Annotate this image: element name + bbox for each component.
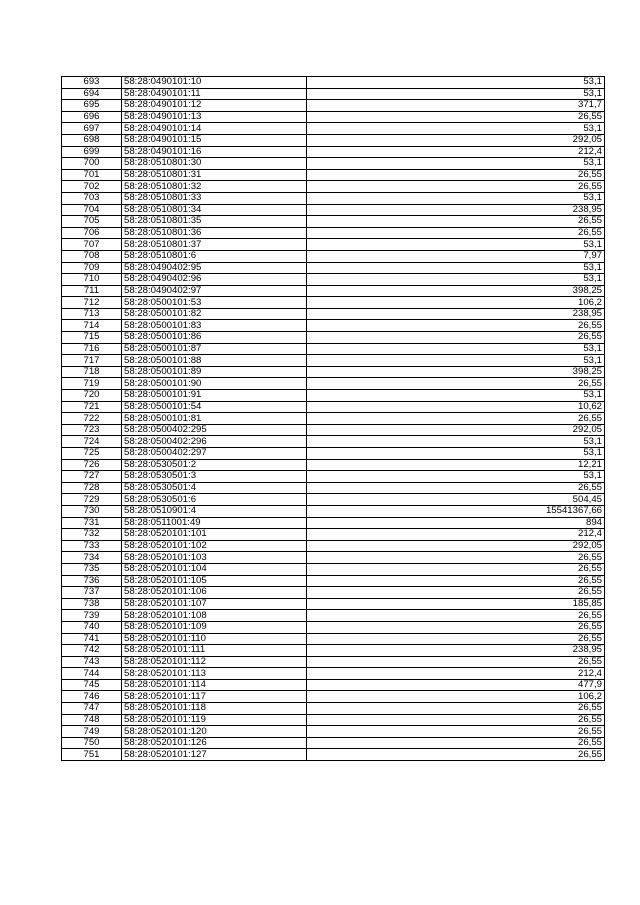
cadastral-number-cell: 58:28:0510801:6 bbox=[122, 250, 307, 262]
value-cell: 26,55 bbox=[307, 181, 605, 193]
row-number-cell: 730 bbox=[62, 505, 122, 517]
table-row bbox=[62, 459, 605, 471]
value-cell: 292,05 bbox=[307, 134, 605, 146]
table-row bbox=[62, 668, 605, 680]
table-row bbox=[62, 123, 605, 135]
row-number-cell: 695 bbox=[62, 100, 122, 112]
cadastral-number-cell: 58:28:0520101:126 bbox=[122, 737, 307, 749]
table-row bbox=[62, 134, 605, 146]
table-row bbox=[62, 552, 605, 564]
value-cell: 26,55 bbox=[307, 563, 605, 575]
value-cell: 371,7 bbox=[307, 100, 605, 112]
value-cell: 106,2 bbox=[307, 691, 605, 703]
cadastral-number-cell: 58:28:0500101:86 bbox=[122, 332, 307, 344]
cadastral-number-cell: 58:28:0500402:296 bbox=[122, 436, 307, 448]
row-number-cell: 708 bbox=[62, 250, 122, 262]
cadastral-number-cell: 58:28:0500101:82 bbox=[122, 308, 307, 320]
row-number-cell: 709 bbox=[62, 262, 122, 274]
table-row bbox=[62, 424, 605, 436]
row-number-cell: 720 bbox=[62, 390, 122, 402]
row-number-cell: 748 bbox=[62, 714, 122, 726]
cadastral-number-cell: 58:28:0520101:109 bbox=[122, 621, 307, 633]
cadastral-number-cell: 58:28:0490101:16 bbox=[122, 146, 307, 158]
value-cell: 26,55 bbox=[307, 169, 605, 181]
table-row bbox=[62, 285, 605, 297]
row-number-cell: 698 bbox=[62, 134, 122, 146]
table-row bbox=[62, 691, 605, 703]
table-row bbox=[62, 726, 605, 738]
cadastral-number-cell: 58:28:0490402:96 bbox=[122, 274, 307, 286]
row-number-cell: 696 bbox=[62, 111, 122, 123]
value-cell: 26,55 bbox=[307, 726, 605, 738]
table-row bbox=[62, 413, 605, 425]
cadastral-number-cell: 58:28:0530501:4 bbox=[122, 482, 307, 494]
value-cell: 12,21 bbox=[307, 459, 605, 471]
value-cell: 238,95 bbox=[307, 204, 605, 216]
table-row bbox=[62, 471, 605, 483]
table-row bbox=[62, 529, 605, 541]
row-number-cell: 751 bbox=[62, 749, 122, 761]
value-cell: 477,9 bbox=[307, 679, 605, 691]
row-number-cell: 719 bbox=[62, 378, 122, 390]
row-number-cell: 694 bbox=[62, 88, 122, 100]
cadastral-number-cell: 58:28:0500101:88 bbox=[122, 355, 307, 367]
row-number-cell: 707 bbox=[62, 239, 122, 251]
value-cell: 10,62 bbox=[307, 401, 605, 413]
row-number-cell: 742 bbox=[62, 645, 122, 657]
value-cell: 504,45 bbox=[307, 494, 605, 506]
table-row bbox=[62, 540, 605, 552]
cadastral-number-cell: 58:28:0500402:295 bbox=[122, 424, 307, 436]
value-cell: 53,1 bbox=[307, 77, 605, 89]
row-number-cell: 747 bbox=[62, 703, 122, 715]
value-cell: 212,4 bbox=[307, 668, 605, 680]
row-number-cell: 725 bbox=[62, 448, 122, 460]
cadastral-number-cell: 58:28:0500101:87 bbox=[122, 343, 307, 355]
cadastral-number-cell: 58:28:0520101:119 bbox=[122, 714, 307, 726]
value-cell: 26,55 bbox=[307, 610, 605, 622]
table-row bbox=[62, 320, 605, 332]
cadastral-number-cell: 58:28:0520101:103 bbox=[122, 552, 307, 564]
value-cell: 26,55 bbox=[307, 227, 605, 239]
value-cell: 53,1 bbox=[307, 88, 605, 100]
value-cell: 106,2 bbox=[307, 297, 605, 309]
value-cell: 53,1 bbox=[307, 123, 605, 135]
row-number-cell: 722 bbox=[62, 413, 122, 425]
value-cell: 26,55 bbox=[307, 621, 605, 633]
table-row bbox=[62, 749, 605, 761]
table-row bbox=[62, 633, 605, 645]
value-cell: 53,1 bbox=[307, 343, 605, 355]
value-cell: 26,55 bbox=[307, 714, 605, 726]
cadastral-number-cell: 58:28:0520101:104 bbox=[122, 563, 307, 575]
table-row bbox=[62, 181, 605, 193]
cadastral-number-cell: 58:28:0500101:91 bbox=[122, 390, 307, 402]
cadastral-number-cell: 58:28:0510901:4 bbox=[122, 505, 307, 517]
value-cell: 26,55 bbox=[307, 552, 605, 564]
value-cell: 53,1 bbox=[307, 355, 605, 367]
value-cell: 26,55 bbox=[307, 378, 605, 390]
value-cell: 53,1 bbox=[307, 239, 605, 251]
cadastral-number-cell: 58:28:0520101:107 bbox=[122, 598, 307, 610]
row-number-cell: 710 bbox=[62, 274, 122, 286]
row-number-cell: 706 bbox=[62, 227, 122, 239]
table-row bbox=[62, 250, 605, 262]
cadastral-number-cell: 58:28:0490101:13 bbox=[122, 111, 307, 123]
row-number-cell: 712 bbox=[62, 297, 122, 309]
cadastral-number-cell: 58:28:0500101:83 bbox=[122, 320, 307, 332]
cadastral-number-cell: 58:28:0520101:120 bbox=[122, 726, 307, 738]
cadastral-number-cell: 58:28:0520101:117 bbox=[122, 691, 307, 703]
cadastral-number-cell: 58:28:0510801:32 bbox=[122, 181, 307, 193]
table-body bbox=[62, 77, 605, 761]
table-row bbox=[62, 448, 605, 460]
row-number-cell: 732 bbox=[62, 529, 122, 541]
value-cell: 53,1 bbox=[307, 436, 605, 448]
table-row bbox=[62, 645, 605, 657]
cadastral-number-cell: 58:28:0510801:37 bbox=[122, 239, 307, 251]
value-cell: 26,55 bbox=[307, 703, 605, 715]
value-cell: 398,25 bbox=[307, 285, 605, 297]
table-row bbox=[62, 274, 605, 286]
table-row bbox=[62, 297, 605, 309]
value-cell: 292,05 bbox=[307, 424, 605, 436]
cadastral-number-cell: 58:28:0530501:3 bbox=[122, 471, 307, 483]
row-number-cell: 703 bbox=[62, 192, 122, 204]
cadastral-number-cell: 58:28:0510801:30 bbox=[122, 158, 307, 170]
table-row bbox=[62, 308, 605, 320]
row-number-cell: 735 bbox=[62, 563, 122, 575]
row-number-cell: 713 bbox=[62, 308, 122, 320]
table-row bbox=[62, 239, 605, 251]
row-number-cell: 714 bbox=[62, 320, 122, 332]
value-cell: 26,55 bbox=[307, 482, 605, 494]
table-row bbox=[62, 621, 605, 633]
cadastral-number-cell: 58:28:0490402:95 bbox=[122, 262, 307, 274]
row-number-cell: 744 bbox=[62, 668, 122, 680]
cadastral-number-cell: 58:28:0490101:10 bbox=[122, 77, 307, 89]
value-cell: 26,55 bbox=[307, 633, 605, 645]
row-number-cell: 731 bbox=[62, 517, 122, 529]
row-number-cell: 723 bbox=[62, 424, 122, 436]
value-cell: 15541367,66 bbox=[307, 505, 605, 517]
row-number-cell: 749 bbox=[62, 726, 122, 738]
table-row bbox=[62, 262, 605, 274]
value-cell: 26,55 bbox=[307, 320, 605, 332]
row-number-cell: 741 bbox=[62, 633, 122, 645]
value-cell: 7,97 bbox=[307, 250, 605, 262]
cadastral-number-cell: 58:28:0530501:6 bbox=[122, 494, 307, 506]
table-row bbox=[62, 390, 605, 402]
table-row bbox=[62, 227, 605, 239]
cadastral-number-cell: 58:28:0490402:97 bbox=[122, 285, 307, 297]
row-number-cell: 739 bbox=[62, 610, 122, 622]
cadastral-number-cell: 58:28:0520101:108 bbox=[122, 610, 307, 622]
value-cell: 26,55 bbox=[307, 332, 605, 344]
row-number-cell: 717 bbox=[62, 355, 122, 367]
table-row bbox=[62, 563, 605, 575]
value-cell: 894 bbox=[307, 517, 605, 529]
cadastral-number-cell: 58:28:0520101:118 bbox=[122, 703, 307, 715]
table-row bbox=[62, 714, 605, 726]
row-number-cell: 711 bbox=[62, 285, 122, 297]
value-cell: 53,1 bbox=[307, 448, 605, 460]
row-number-cell: 726 bbox=[62, 459, 122, 471]
table-row bbox=[62, 575, 605, 587]
cadastral-number-cell: 58:28:0530501:2 bbox=[122, 459, 307, 471]
value-cell: 26,55 bbox=[307, 575, 605, 587]
table-row bbox=[62, 77, 605, 89]
value-cell: 26,55 bbox=[307, 111, 605, 123]
table-row bbox=[62, 679, 605, 691]
table-row bbox=[62, 401, 605, 413]
table-row bbox=[62, 505, 605, 517]
table-row bbox=[62, 216, 605, 228]
table-row bbox=[62, 332, 605, 344]
table-row bbox=[62, 204, 605, 216]
row-number-cell: 715 bbox=[62, 332, 122, 344]
table-row bbox=[62, 737, 605, 749]
value-cell: 53,1 bbox=[307, 192, 605, 204]
cadastral-number-cell: 58:28:0510801:35 bbox=[122, 216, 307, 228]
row-number-cell: 721 bbox=[62, 401, 122, 413]
table-row bbox=[62, 343, 605, 355]
table-row bbox=[62, 482, 605, 494]
row-number-cell: 746 bbox=[62, 691, 122, 703]
value-cell: 26,55 bbox=[307, 587, 605, 599]
row-number-cell: 705 bbox=[62, 216, 122, 228]
table-row bbox=[62, 366, 605, 378]
cadastral-number-cell: 58:28:0520101:114 bbox=[122, 679, 307, 691]
row-number-cell: 700 bbox=[62, 158, 122, 170]
row-number-cell: 693 bbox=[62, 77, 122, 89]
value-cell: 212,4 bbox=[307, 529, 605, 541]
table-row bbox=[62, 436, 605, 448]
row-number-cell: 729 bbox=[62, 494, 122, 506]
table-row bbox=[62, 88, 605, 100]
value-cell: 53,1 bbox=[307, 158, 605, 170]
row-number-cell: 701 bbox=[62, 169, 122, 181]
row-number-cell: 718 bbox=[62, 366, 122, 378]
row-number-cell: 733 bbox=[62, 540, 122, 552]
cadastral-number-cell: 58:28:0520101:101 bbox=[122, 529, 307, 541]
value-cell: 212,4 bbox=[307, 146, 605, 158]
cadastral-number-cell: 58:28:0511001:49 bbox=[122, 517, 307, 529]
cadastral-number-cell: 58:28:0490101:11 bbox=[122, 88, 307, 100]
row-number-cell: 734 bbox=[62, 552, 122, 564]
row-number-cell: 736 bbox=[62, 575, 122, 587]
table-row bbox=[62, 355, 605, 367]
table-row bbox=[62, 598, 605, 610]
value-cell: 238,95 bbox=[307, 645, 605, 657]
table-row bbox=[62, 378, 605, 390]
cadastral-number-cell: 58:28:0490101:12 bbox=[122, 100, 307, 112]
row-number-cell: 697 bbox=[62, 123, 122, 135]
cadastral-number-cell: 58:28:0520101:105 bbox=[122, 575, 307, 587]
row-number-cell: 727 bbox=[62, 471, 122, 483]
value-cell: 398,25 bbox=[307, 366, 605, 378]
table-row bbox=[62, 100, 605, 112]
row-number-cell: 750 bbox=[62, 737, 122, 749]
cadastral-number-cell: 58:28:0520101:102 bbox=[122, 540, 307, 552]
value-cell: 53,1 bbox=[307, 471, 605, 483]
table-row bbox=[62, 517, 605, 529]
cadastral-number-cell: 58:28:0510801:36 bbox=[122, 227, 307, 239]
table-row bbox=[62, 111, 605, 123]
data-table bbox=[61, 76, 605, 761]
cadastral-number-cell: 58:28:0490101:15 bbox=[122, 134, 307, 146]
value-cell: 26,55 bbox=[307, 749, 605, 761]
row-number-cell: 743 bbox=[62, 656, 122, 668]
value-cell: 53,1 bbox=[307, 390, 605, 402]
table-row bbox=[62, 146, 605, 158]
row-number-cell: 724 bbox=[62, 436, 122, 448]
row-number-cell: 740 bbox=[62, 621, 122, 633]
cadastral-number-cell: 58:28:0520101:106 bbox=[122, 587, 307, 599]
value-cell: 26,55 bbox=[307, 413, 605, 425]
cadastral-number-cell: 58:28:0500101:89 bbox=[122, 366, 307, 378]
value-cell: 53,1 bbox=[307, 274, 605, 286]
cadastral-number-cell: 58:28:0520101:127 bbox=[122, 749, 307, 761]
table-row bbox=[62, 703, 605, 715]
cadastral-number-cell: 58:28:0490101:14 bbox=[122, 123, 307, 135]
value-cell: 185,85 bbox=[307, 598, 605, 610]
value-cell: 238,95 bbox=[307, 308, 605, 320]
cadastral-number-cell: 58:28:0510801:33 bbox=[122, 192, 307, 204]
cadastral-number-cell: 58:28:0500402:297 bbox=[122, 448, 307, 460]
value-cell: 292,05 bbox=[307, 540, 605, 552]
table-row bbox=[62, 610, 605, 622]
cadastral-number-cell: 58:28:0510801:31 bbox=[122, 169, 307, 181]
row-number-cell: 737 bbox=[62, 587, 122, 599]
cadastral-number-cell: 58:28:0520101:110 bbox=[122, 633, 307, 645]
row-number-cell: 738 bbox=[62, 598, 122, 610]
table-row bbox=[62, 494, 605, 506]
cadastral-number-cell: 58:28:0520101:111 bbox=[122, 645, 307, 657]
value-cell: 26,55 bbox=[307, 737, 605, 749]
table-row bbox=[62, 587, 605, 599]
value-cell: 26,55 bbox=[307, 656, 605, 668]
row-number-cell: 702 bbox=[62, 181, 122, 193]
row-number-cell: 716 bbox=[62, 343, 122, 355]
table-row bbox=[62, 192, 605, 204]
cadastral-number-cell: 58:28:0500101:53 bbox=[122, 297, 307, 309]
row-number-cell: 699 bbox=[62, 146, 122, 158]
table-row bbox=[62, 169, 605, 181]
cadastral-number-cell: 58:28:0500101:54 bbox=[122, 401, 307, 413]
row-number-cell: 745 bbox=[62, 679, 122, 691]
value-cell: 26,55 bbox=[307, 216, 605, 228]
cadastral-number-cell: 58:28:0500101:81 bbox=[122, 413, 307, 425]
row-number-cell: 704 bbox=[62, 204, 122, 216]
table-row bbox=[62, 158, 605, 170]
cadastral-number-cell: 58:28:0520101:113 bbox=[122, 668, 307, 680]
table-row bbox=[62, 656, 605, 668]
cadastral-number-cell: 58:28:0510801:34 bbox=[122, 204, 307, 216]
value-cell: 53,1 bbox=[307, 262, 605, 274]
cadastral-number-cell: 58:28:0520101:112 bbox=[122, 656, 307, 668]
row-number-cell: 728 bbox=[62, 482, 122, 494]
cadastral-number-cell: 58:28:0500101:90 bbox=[122, 378, 307, 390]
